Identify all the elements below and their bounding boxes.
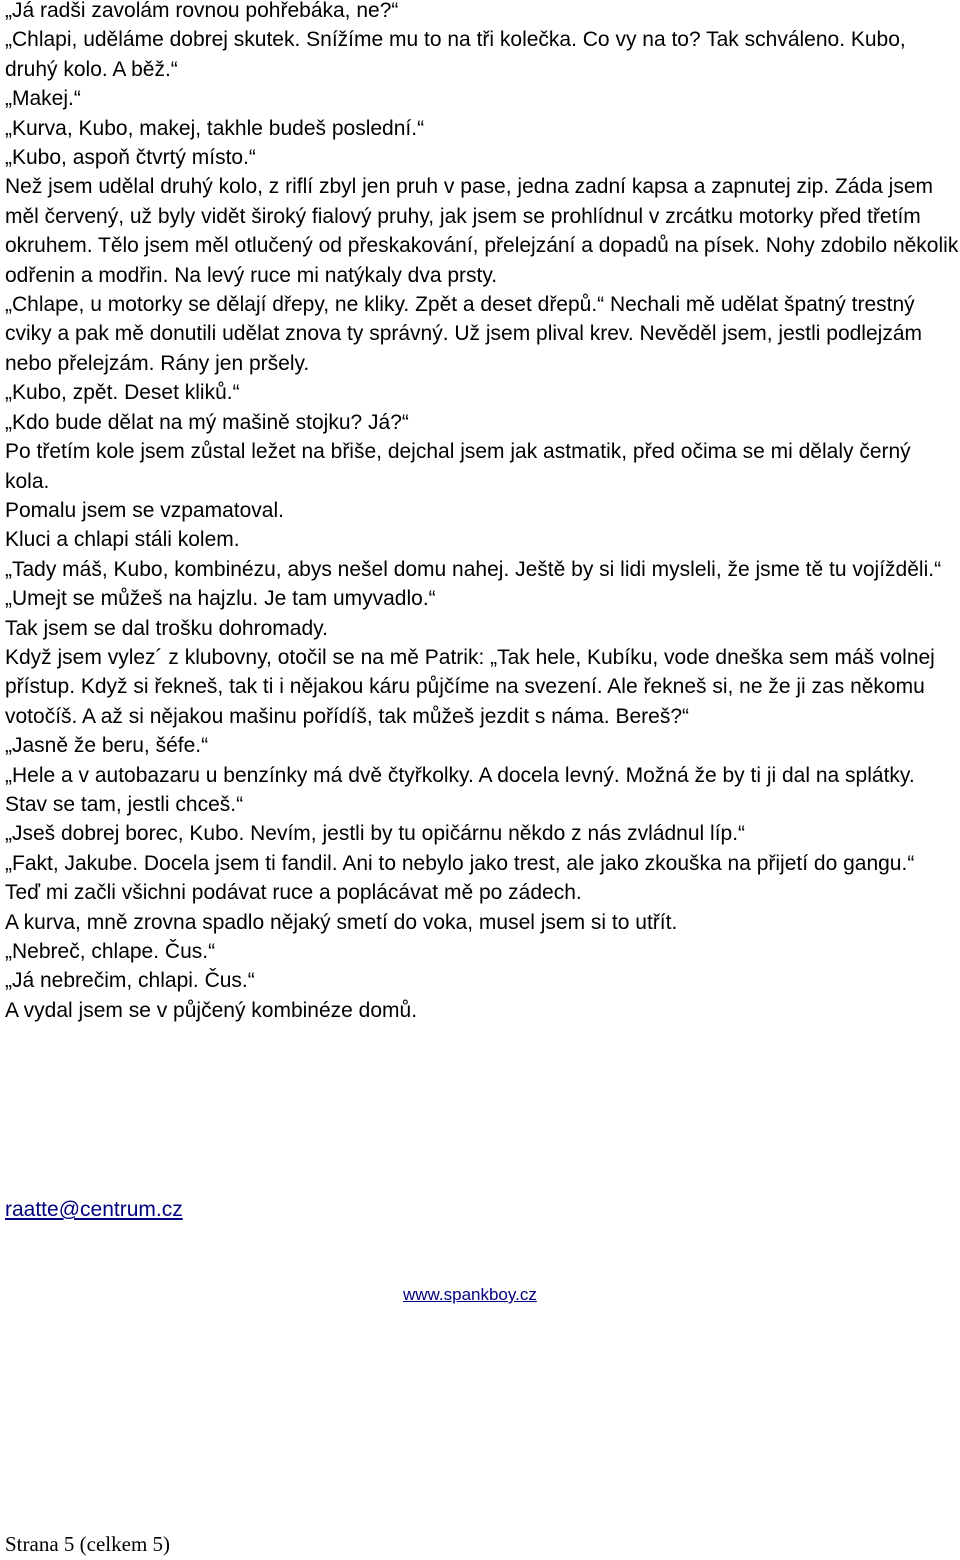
paragraph: „Tady máš, Kubo, kombinézu, abys nešel domu nahej. Ještě by si lidi mysleli, že jsme tě tu vojížděli.“ [5, 557, 942, 581]
paragraph: „Hele a v autobazaru u benzínky má dvě čtyřkolky. A docela levný. Možná že by ti ji dal na splátky. Stav se tam, jestli chceš.“ [5, 763, 915, 816]
paragraph: „Umejt se můžeš na hajzlu. Je tam umyvadlo.“ [5, 587, 436, 611]
paragraph: Když jsem vylez´ z klubovny, otočil se na mě Patrik: „Tak hele, Kubíku, vode dneška sem máš volnej přístup. Když si řekneš, tak ti i nějakou káru půjčíme na svezení. Ale řekneš si, ne že ji zas někomu votočíš. A až si nějakou mašinu pořídíš, tak můžeš jezdit s náma. Bereš?“ [5, 645, 935, 728]
paragraph: „Já radši zavolám rovnou pohřebáka, ne?“ [5, 0, 399, 22]
page-number-footer: Strana 5 (celkem 5) [5, 1532, 171, 1556]
paragraph: „Jseš dobrej borec, Kubo. Nevím, jestli by tu opičárnu někdo z nás zvládnul líp.“ [5, 822, 746, 846]
paragraph: Teď mi začli všichni podávat ruce a poplácávat mě po zádech. [5, 881, 582, 905]
paragraph: „Kubo, aspoň čtvrtý místo.“ [5, 146, 256, 170]
paragraph: „Kubo, zpět. Deset kliků.“ [5, 381, 240, 405]
website-link[interactable]: www.spankboy.cz [403, 1285, 537, 1304]
paragraph: Pomalu jsem se vzpamatoval. [5, 498, 284, 522]
paragraph: Než jsem udělal druhý kolo, z riflí zbyl jen pruh v pase, jedna zadní kapsa a zapnutej zip. Záda jsem měl červený, už byly vidět široký fialový pruhy, jak jsem se prohlídnul v zrcátku motorky před třetím okruhem. Tělo jsem měl otlučený od přeskakování, přelejzání a dopadů na písek. Nohy zdobilo několik odřenin a modřin. Na levý ruce mi natýkaly dva prsty. [5, 175, 959, 287]
paragraph: A vydal jsem se v půjčený kombinéze domů. [5, 998, 418, 1022]
paragraph: „Chlapi, uděláme dobrej skutek. Snížíme mu to na tři kolečka. Co vy na to? Tak schváleno. Kubo, druhý kolo. A běž.“ [5, 28, 906, 81]
email-link[interactable]: raatte@centrum.cz [5, 1198, 183, 1221]
paragraph: Kluci a chlapi stáli kolem. [5, 528, 240, 552]
paragraph: „Já nebrečim, chlapi. Čus.“ [5, 969, 255, 993]
paragraph: A kurva, mně zrovna spadlo nějaký smetí do voka, musel jsem si to utřít. [5, 910, 678, 934]
paragraph: „Jasně že beru, šéfe.“ [5, 734, 209, 758]
document-body [5, 0, 960, 1025]
paragraph: Tak jsem se dal trošku dohromady. [5, 616, 328, 640]
paragraph: „Fakt, Jakube. Docela jsem ti fandil. Ani to nebylo jako trest, ale jako zkouška na přijetí do gangu.“ [5, 851, 915, 875]
paragraph: „Kurva, Kubo, makej, takhle budeš poslední.“ [5, 116, 425, 140]
paragraph: „Chlape, u motorky se dělají dřepy, ne kliky. Zpět a deset dřepů.“ Nechali mě udělat špatný trestný cviky a pak mě donutili udělat znova ty správný. Už jsem plival krev. Nevěděl jsem, jestli podlejzám nebo přelejzám. Rány jen pršely. [5, 293, 922, 375]
paragraph: „Nebreč, chlape. Čus.“ [5, 940, 216, 963]
paragraph: Po třetím kole jsem zůstal ležet na břiše, dejchal jsem jak astmatik, před očima se mi dělaly černý kola. [5, 440, 911, 493]
paragraph: „Kdo bude dělat na mý mašině stojku? Já?“ [5, 410, 409, 434]
paragraph: „Makej.“ [5, 87, 81, 111]
